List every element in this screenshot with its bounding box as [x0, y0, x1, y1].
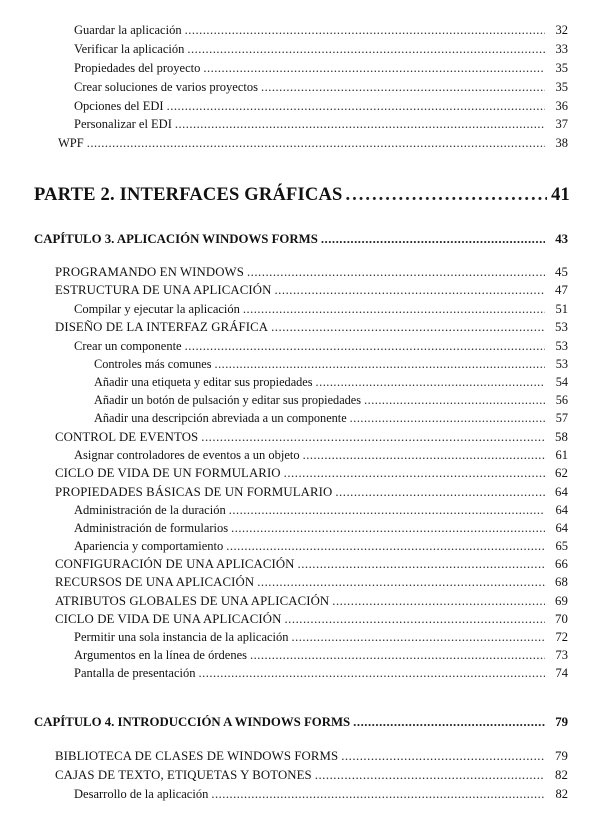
- toc-entry-title: Añadir una etiqueta y editar sus propiedades: [94, 375, 313, 389]
- toc-entry-title: Permitir una sola instancia de la aplicación: [74, 630, 289, 644]
- leader-dots: [185, 24, 545, 37]
- toc-entry-page: 73: [555, 648, 568, 662]
- leader-dots: [284, 467, 545, 480]
- leader-dots: [226, 540, 545, 553]
- toc-entry-title: PROGRAMANDO EN WINDOWS: [55, 265, 244, 279]
- toc-entry-page: 68: [555, 575, 568, 589]
- toc-entry: [74, 788, 568, 801]
- toc-entry: [94, 358, 568, 370]
- leader-dots: [257, 576, 545, 589]
- toc-entry-page: 69: [555, 594, 568, 608]
- toc-entry: [74, 24, 568, 37]
- toc-entry-title: Propiedades del proyecto: [74, 61, 201, 75]
- toc-entry-page: 54: [555, 375, 568, 389]
- toc-entry-page: 66: [555, 557, 568, 571]
- toc-entry-title: CAJAS DE TEXTO, ETIQUETAS Y BOTONES: [55, 768, 312, 782]
- toc-entry-page: 82: [555, 768, 568, 782]
- leader-dots: [247, 266, 545, 279]
- toc-entry-title: DISEÑO DE LA INTERFAZ GRÁFICA: [55, 320, 269, 334]
- toc-entry: [55, 266, 568, 279]
- leader-dots: [215, 358, 546, 370]
- leader-dots: [332, 595, 545, 608]
- toc-entry-page: 36: [555, 99, 568, 113]
- leader-dots: [292, 631, 545, 644]
- toc-entry-title: Compilar y ejecutar la aplicación: [74, 302, 240, 316]
- toc-entry-page: 57: [555, 411, 568, 425]
- toc-entry: [55, 431, 568, 444]
- leader-dots: [350, 412, 545, 424]
- toc-entry-title: Pantalla de presentación: [74, 666, 196, 680]
- toc-entry-page: 62: [555, 466, 568, 480]
- toc-entry-title: Añadir una descripción abreviada a un componente: [94, 411, 347, 425]
- chapter-title: CAPÍTULO 4. INTRODUCCIÓN A WINDOWS FORMS: [34, 715, 351, 729]
- toc-entry: [74, 340, 568, 353]
- leader-dots: [274, 284, 545, 297]
- toc-entry-page: 33: [555, 42, 568, 56]
- leader-dots: [175, 118, 545, 131]
- toc-entry: [74, 100, 568, 113]
- toc-entry: [74, 118, 568, 131]
- leader-dots: [167, 100, 545, 113]
- toc-entry: [55, 467, 568, 480]
- toc-entry-title: Personalizar el EDI: [74, 117, 172, 131]
- toc-entry: [58, 137, 568, 150]
- toc-entry-page: 64: [555, 485, 568, 499]
- toc-entry: [94, 394, 568, 406]
- toc-entry-page: 61: [555, 448, 568, 462]
- toc-entry: [74, 449, 568, 462]
- leader-dots: [211, 788, 545, 801]
- leader-dots: [203, 62, 545, 75]
- leader-dots: [229, 504, 545, 517]
- leader-dots: [243, 303, 545, 316]
- toc-entry-title: ATRIBUTOS GLOBALES DE UNA APLICACIÓN: [55, 594, 330, 608]
- toc-entry-page: 53: [555, 320, 568, 334]
- leader-dots: [353, 716, 545, 729]
- chapter-title: CAPÍTULO 3. APLICACIÓN WINDOWS FORMS: [34, 232, 318, 246]
- toc-entry-page: 38: [555, 136, 568, 150]
- toc-entry-page: 35: [555, 61, 568, 75]
- toc-entry: [94, 376, 568, 388]
- toc-entry-title: CONFIGURACIÓN DE UNA APLICACIÓN: [55, 557, 295, 571]
- toc-entry: [74, 522, 568, 535]
- toc-entry: [74, 667, 568, 680]
- leader-dots: [303, 449, 545, 462]
- leader-dots: [185, 340, 545, 353]
- leader-dots: [187, 43, 545, 56]
- toc-entry-page: 32: [555, 23, 568, 37]
- toc-entry-page: 47: [555, 283, 568, 297]
- toc-entry-page: 53: [555, 357, 568, 371]
- toc-entry-title: CONTROL DE EVENTOS: [55, 430, 199, 444]
- toc-entry: [74, 504, 568, 517]
- toc-entry: [74, 81, 568, 94]
- leader-dots: [321, 233, 545, 246]
- toc-entry-page: 35: [555, 80, 568, 94]
- leader-dots: [261, 81, 545, 94]
- toc-entry-page: 58: [555, 430, 568, 444]
- toc-entry: [55, 613, 568, 626]
- toc-entry: [74, 43, 568, 56]
- leader-dots: [346, 186, 547, 205]
- toc-entry: [94, 412, 568, 424]
- toc-entry-page: 65: [555, 539, 568, 553]
- toc-entry: [74, 649, 568, 662]
- leader-dots: [364, 394, 545, 406]
- toc-entry-title: Verificar la aplicación: [74, 42, 185, 56]
- leader-dots: [271, 321, 545, 334]
- toc-entry-title: PROPIEDADES BÁSICAS DE UN FORMULARIO: [55, 485, 333, 499]
- toc-entry-title: Desarrollo de la aplicación: [74, 787, 209, 801]
- toc-entry-page: 82: [555, 787, 568, 801]
- toc-entry-page: 56: [555, 393, 568, 407]
- leader-dots: [198, 667, 545, 680]
- toc-entry-page: 70: [555, 612, 568, 626]
- leader-dots: [298, 558, 546, 571]
- toc-entry-title: Añadir un botón de pulsación y editar sus propiedades: [94, 393, 362, 407]
- toc-entry-title: Asignar controladores de eventos a un objeto: [74, 448, 300, 462]
- leader-dots: [316, 376, 545, 388]
- part-title: PARTE 2. INTERFACES GRÁFICAS: [34, 185, 343, 205]
- toc-entry-page: 74: [555, 666, 568, 680]
- toc-entry-page: 51: [555, 302, 568, 316]
- toc-entry-title: Apariencia y comportamiento: [74, 539, 224, 553]
- toc-entry: [74, 62, 568, 75]
- leader-dots: [341, 750, 545, 763]
- toc-entry-title: Controles más comunes: [94, 357, 212, 371]
- toc-entry-page: 72: [555, 630, 568, 644]
- leader-dots: [315, 769, 545, 782]
- toc-entry-title: Crear un componente: [74, 339, 182, 353]
- toc-entry: [55, 576, 568, 589]
- toc-entry-title: Argumentos en la línea de órdenes: [74, 648, 247, 662]
- toc-entry-title: Crear soluciones de varios proyectos: [74, 80, 258, 94]
- toc-entry-title: CICLO DE VIDA DE UN FORMULARIO: [55, 466, 281, 480]
- chapter-page: 79: [555, 715, 568, 729]
- leader-dots: [87, 137, 545, 150]
- toc-entry-page: 64: [555, 521, 568, 535]
- chapter-page: 43: [555, 232, 568, 246]
- toc-entry: [74, 631, 568, 644]
- part-page: 41: [551, 185, 570, 205]
- toc-entry-title: CICLO DE VIDA DE UNA APLICACIÓN: [55, 612, 282, 626]
- leader-dots: [335, 486, 545, 499]
- toc-entry-page: 64: [555, 503, 568, 517]
- chapter-heading: [34, 716, 568, 729]
- toc-entry-page: 53: [555, 339, 568, 353]
- leader-dots: [201, 431, 545, 444]
- toc-entry: [55, 750, 568, 763]
- toc-entry-title: RECURSOS DE UNA APLICACIÓN: [55, 575, 255, 589]
- toc-entry-page: 45: [555, 265, 568, 279]
- toc-entry-title: Administración de la duración: [74, 503, 226, 517]
- toc-entry-page: 37: [555, 117, 568, 131]
- toc-entry: [55, 558, 568, 571]
- toc-entry: [55, 486, 568, 499]
- toc-entry-title: Guardar la aplicación: [74, 23, 182, 37]
- toc-entry: [74, 540, 568, 553]
- toc-entry: [74, 303, 568, 316]
- toc-entry: [55, 595, 568, 608]
- part-heading: [34, 186, 570, 205]
- toc-entry: [55, 321, 568, 334]
- toc-entry: [55, 284, 568, 297]
- toc-entry-title: WPF: [58, 136, 84, 150]
- leader-dots: [250, 649, 545, 662]
- toc-entry-title: Opciones del EDI: [74, 99, 164, 113]
- chapter-heading: [34, 233, 568, 246]
- leader-dots: [284, 613, 545, 626]
- leader-dots: [231, 522, 545, 535]
- toc-entry: [55, 769, 568, 782]
- toc-entry-title: ESTRUCTURA DE UNA APLICACIÓN: [55, 283, 272, 297]
- toc-entry-title: Administración de formularios: [74, 521, 229, 535]
- toc-entry-title: BIBLIOTECA DE CLASES DE WINDOWS FORMS: [55, 749, 339, 763]
- toc-entry-page: 79: [555, 749, 568, 763]
